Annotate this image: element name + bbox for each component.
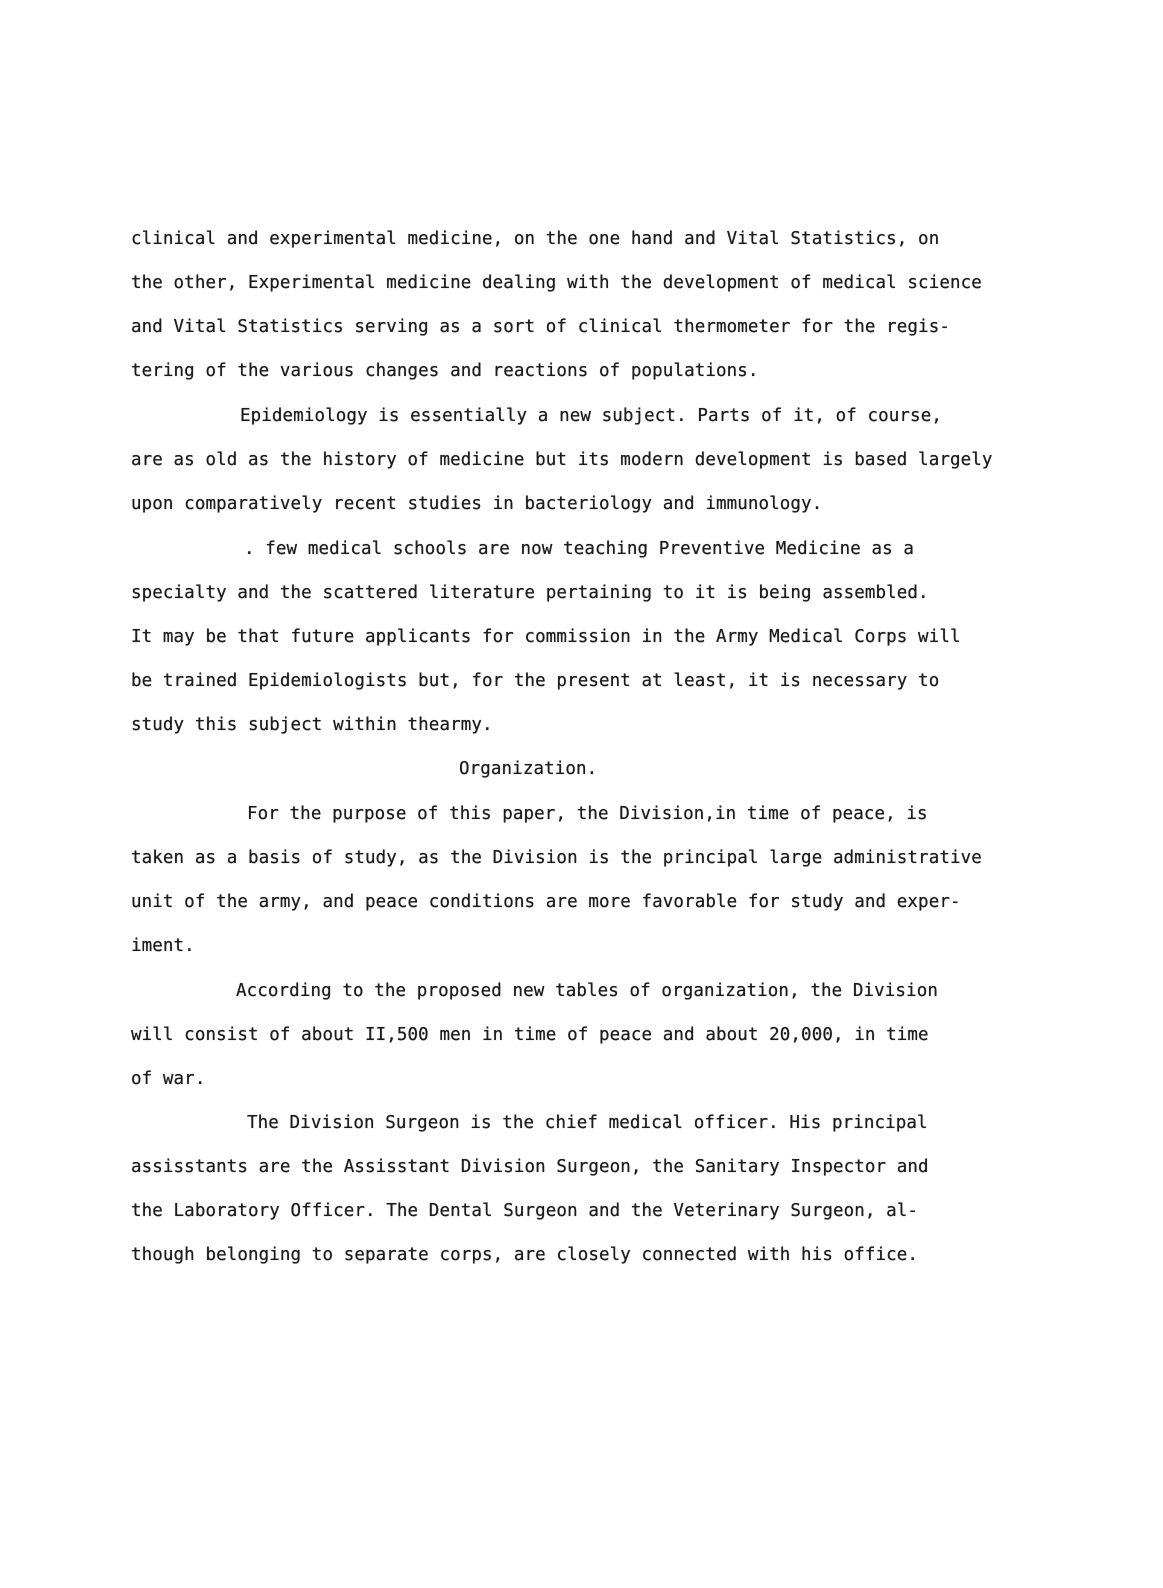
- text-line: and Vital Statistics serving as a sort of clinical thermometer for the regis-: [131, 317, 950, 337]
- text-line: . few medical schools are now teaching Preventive Medicine as a: [244, 539, 915, 559]
- text-line: of war.: [131, 1069, 206, 1089]
- text-line: Epidemiology is essentially a new subject. Parts of it, of course,: [240, 406, 942, 426]
- text-line: tering of the various changes and reactions of populations.: [131, 361, 759, 381]
- text-line: will consist of about II,500 men in time of peace and about 20,000, in time: [131, 1025, 929, 1045]
- text-line: For the purpose of this paper, the Division,in time of peace, is: [247, 804, 928, 824]
- text-line: taken as a basis of study, as the Division is the principal large administrative: [131, 848, 982, 868]
- text-line: unit of the army, and peace conditions are more favorable for study and exper-: [131, 892, 961, 912]
- text-line: are as old as the history of medicine but its modern development is based largely: [131, 450, 993, 470]
- text-line: the Laboratory Officer. The Dental Surgeon and the Veterinary Surgeon, al-: [131, 1201, 919, 1221]
- text-line: study this subject within thearmy.: [131, 715, 493, 735]
- text-line: According to the proposed new tables of organization, the Division: [236, 981, 938, 1001]
- text-line: specialty and the scattered literature pertaining to it is being assembled.: [131, 583, 929, 603]
- text-line: iment.: [131, 936, 195, 956]
- text-line: It may be that future applicants for commission in the Army Medical Corps will: [131, 627, 961, 647]
- text-line: the other, Experimental medicine dealing with the development of medical science: [131, 273, 982, 293]
- text-line: though belonging to separate corps, are closely connected with his office.: [131, 1245, 919, 1265]
- text-line: clinical and experimental medicine, on the one hand and Vital Statistics, on: [131, 229, 940, 249]
- text-line: upon comparatively recent studies in bacteriology and immunology.: [131, 494, 823, 514]
- section-heading: Organization.: [459, 759, 598, 779]
- text-line: assisstants are the Assisstant Division Surgeon, the Sanitary Inspector and: [131, 1157, 929, 1177]
- text-line: be trained Epidemiologists but, for the present at least, it is necessary to: [131, 671, 940, 691]
- text-line: The Division Surgeon is the chief medical officer. His principal: [247, 1113, 928, 1133]
